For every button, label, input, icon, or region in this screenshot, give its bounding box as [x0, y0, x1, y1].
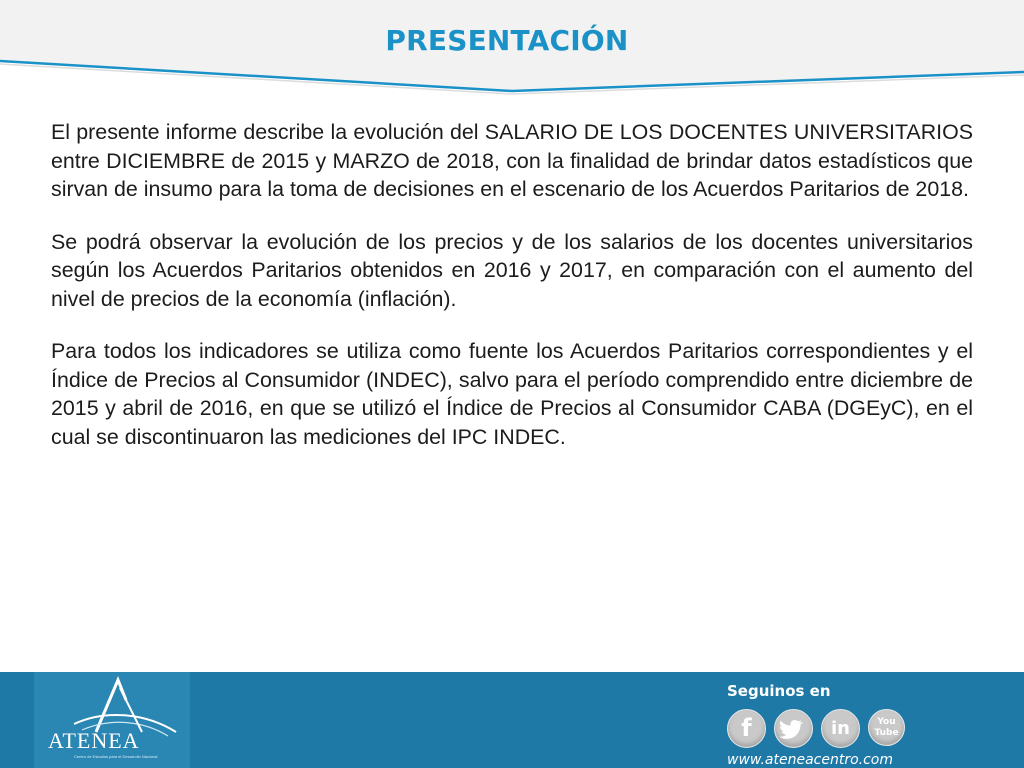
follow-label: Seguinos en [727, 682, 831, 700]
atenea-logo [34, 672, 190, 768]
youtube-icon[interactable]: You Tube [868, 709, 905, 746]
facebook-icon[interactable]: f [727, 709, 766, 748]
logo-tagline: Centro de Estudios para el Desarrollo Nacional [74, 754, 158, 759]
twitter-icon[interactable] [774, 709, 813, 748]
linkedin-icon[interactable]: in [821, 709, 860, 748]
twitter-bird-shape [775, 710, 812, 747]
logo-wordmark: ATENEA [48, 728, 140, 753]
paragraph-intro: El presente informe describe la evolución del SALARIO DE LOS DOCENTES UNIVERSITARIOS entre DICIEMBRE de 2015 y MARZO de 2018, con la finalidad de brindar datos estadísticos que sirvan de insumo para la toma de decisiones en el escenario de los Acuerdos Paritarios de 2018. [51, 120, 973, 201]
paragraph-sources: Para todos los indicadores se utiliza como fuente los Acuerdos Paritarios correspondientes y el Índice de Precios al Consumidor (INDEC), salvo para el período comprendido entre diciembre de 2015 y abril de 2016, en que se utilizó el Índice de Precios al Consumidor CABA (DGEyC), en el cual se discontinuaron las mediciones del IPC INDEC. [51, 339, 973, 449]
website-link[interactable]: www.ateneacentro.com [727, 752, 893, 768]
page-title: PRESENTACIÓN [385, 24, 629, 57]
header-banner [0, 0, 1024, 96]
body-text [51, 118, 973, 475]
paragraph-evolution: Se podrá observar la evolución de los precios y de los salarios de los docentes universitarios según los Acuerdos Paritarios obtenidos en 2016 y 2017, en comparación con el aumento del nivel de precios de la economía (inflación). [51, 229, 973, 311]
